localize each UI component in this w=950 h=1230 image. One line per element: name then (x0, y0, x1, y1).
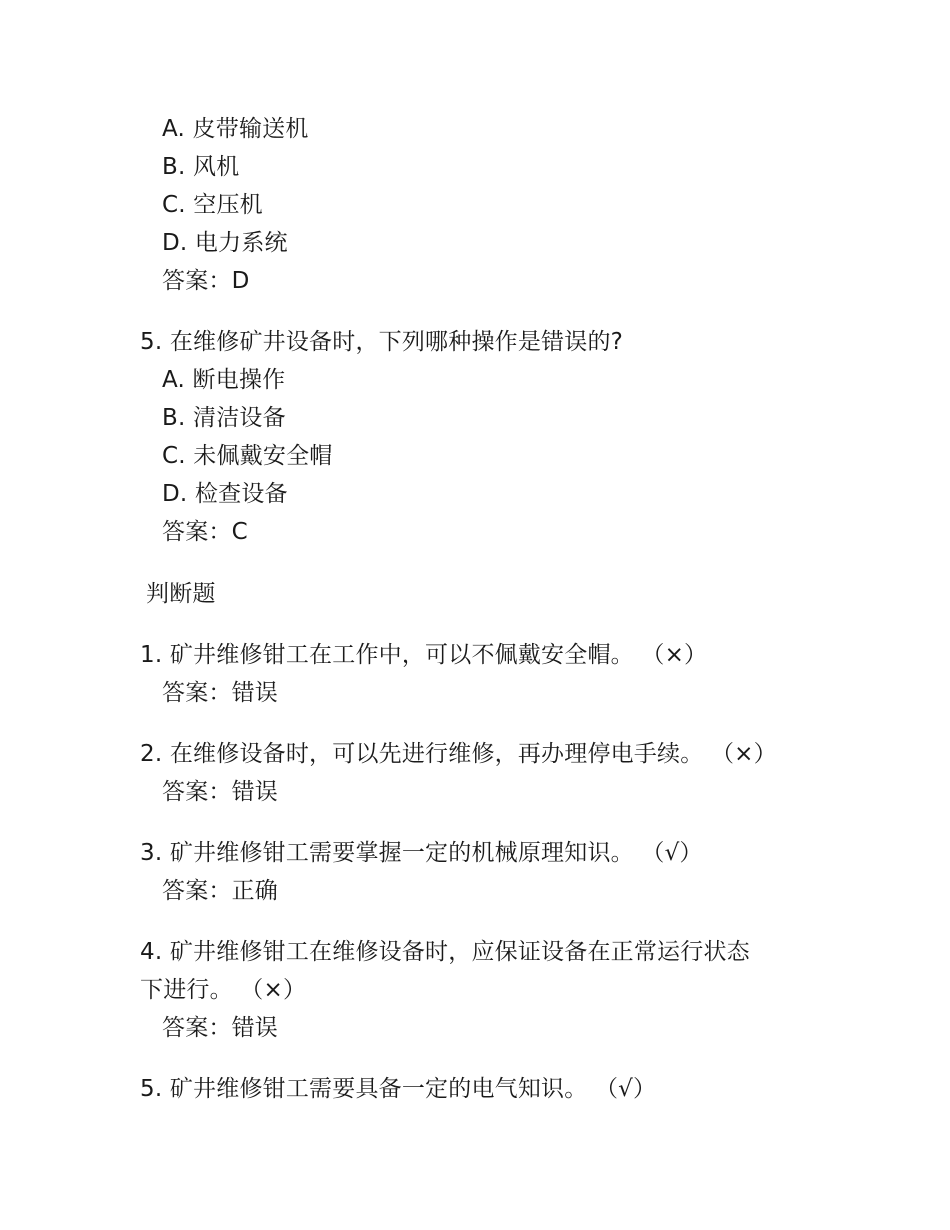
option-c: C. 未佩戴安全帽 (162, 443, 333, 469)
question-text: 5. 在维修矿井设备时，下列哪种操作是错误的? (140, 329, 624, 355)
option-b: B. 清洁设备 (162, 405, 286, 431)
tf-question-4-line1: 4. 矿井维修钳工在维修设备时，应保证设备在正常运行状态 (140, 939, 750, 965)
option-b: B. 风机 (162, 154, 240, 180)
answer: 答案：C (162, 519, 248, 545)
tf-answer-4: 答案：错误 (162, 1015, 278, 1041)
tf-question-5: 5. 矿井维修钳工需要具备一定的电气知识。 （√） (140, 1076, 657, 1102)
option-c: C. 空压机 (162, 192, 263, 218)
option-a: A. 皮带输送机 (162, 116, 309, 142)
tf-answer-3: 答案：正确 (162, 878, 278, 904)
tf-question-4-line2: 下进行。 （×） (140, 977, 307, 1003)
tf-question-2: 2. 在维修设备时，可以先进行维修，再办理停电手续。 （×） (140, 741, 777, 767)
tf-answer-1: 答案：错误 (162, 680, 278, 706)
option-d: D. 检查设备 (162, 481, 288, 507)
tf-question-1: 1. 矿井维修钳工在工作中，可以不佩戴安全帽。 （×） (140, 642, 708, 668)
tf-answer-2: 答案：错误 (162, 779, 278, 805)
section-title: 判断题 (146, 581, 216, 607)
tf-question-3: 3. 矿井维修钳工需要掌握一定的机械原理知识。 （√） (140, 840, 703, 866)
option-d: D. 电力系统 (162, 230, 288, 256)
answer: 答案：D (162, 268, 250, 294)
option-a: A. 断电操作 (162, 367, 286, 393)
